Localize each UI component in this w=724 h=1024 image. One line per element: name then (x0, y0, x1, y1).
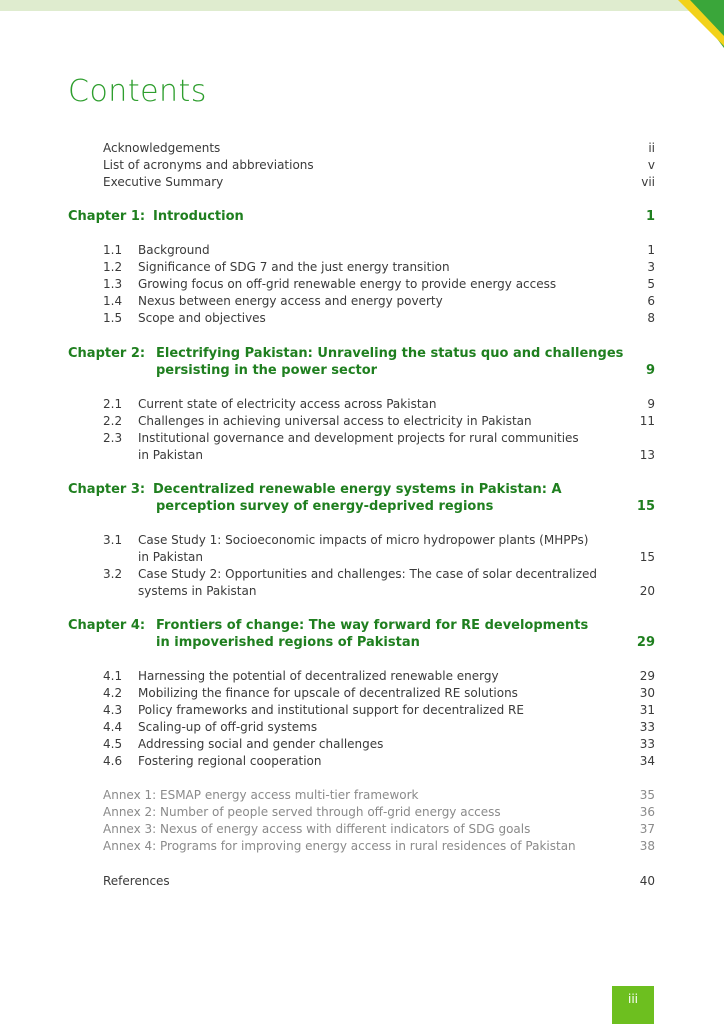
section-page: 31 (639, 703, 655, 717)
references-label: References (103, 874, 170, 888)
chapter-number: Chapter 3: (68, 482, 146, 497)
section-page: 33 (639, 737, 655, 751)
section-label: Current state of electricity access across Pakistan (138, 397, 437, 411)
section-number: 4.5 (103, 737, 123, 751)
chapter-page: 15 (636, 499, 655, 514)
section-number: 4.4 (103, 720, 123, 734)
section-page: 11 (639, 414, 655, 428)
chapter-page: 1 (645, 209, 655, 224)
section-page: 29 (639, 669, 655, 683)
entry-page: ii (648, 141, 655, 155)
annex-label: Annex 1: ESMAP energy access multi-tier framework (103, 788, 419, 802)
chapter-page: 29 (636, 635, 655, 650)
section-number: 3.2 (103, 567, 123, 581)
section-label: Scope and objectives (138, 311, 266, 325)
section-label: Background (138, 243, 210, 257)
chapter-number: Chapter 4: (68, 618, 146, 633)
annex-label: Annex 3: Nexus of energy access with different indicators of SDG goals (103, 822, 531, 836)
entry-label: Executive Summary (103, 175, 224, 189)
section-number: 3.1 (103, 533, 123, 547)
section-number: 1.3 (103, 277, 123, 291)
section-label: Significance of SDG 7 and the just energy transition (138, 260, 450, 274)
section-page: 33 (639, 720, 655, 734)
section-label: in Pakistan (138, 550, 204, 564)
annex-page: 38 (639, 839, 655, 853)
section-number: 1.2 (103, 260, 123, 274)
section-label: Nexus between energy access and energy poverty (138, 294, 443, 308)
section-page: 34 (639, 754, 655, 768)
section-number: 4.1 (103, 669, 123, 683)
section-label: Growing focus on off-grid renewable energy to provide energy access (138, 277, 557, 291)
annex-page: 35 (639, 788, 655, 802)
top-band (0, 0, 724, 11)
section-label: Case Study 1: Socioeconomic impacts of micro hydropower plants (MHPPs) (138, 533, 589, 547)
chapter-title: perception survey of energy-deprived regions (156, 499, 494, 514)
section-page: 9 (647, 397, 655, 411)
section-number: 1.4 (103, 294, 123, 308)
chapter-title: Introduction (153, 209, 244, 224)
section-label: systems in Pakistan (138, 584, 257, 598)
entry-page: v (647, 158, 655, 172)
section-label: Addressing social and gender challenges (138, 737, 384, 751)
section-number: 1.5 (103, 311, 123, 325)
chapter-page: 9 (645, 363, 655, 378)
chapter-number: Chapter 1: (68, 209, 146, 224)
section-page: 3 (647, 260, 655, 274)
section-number: 2.3 (103, 431, 123, 445)
section-page: 13 (639, 448, 655, 462)
chapter-title: Decentralized renewable energy systems in Pakistan: A (153, 482, 562, 497)
section-page: 6 (647, 294, 655, 308)
section-page: 8 (647, 311, 655, 325)
chapter-title: Frontiers of change: The way forward for RE developments (156, 618, 589, 633)
section-label: Policy frameworks and institutional support for decentralized RE (138, 703, 524, 717)
section-number: 1.1 (103, 243, 123, 257)
annex-label: Annex 2: Number of people served through off-grid energy access (103, 805, 501, 819)
section-number: 2.1 (103, 397, 123, 411)
entry-label: List of acronyms and abbreviations (103, 158, 314, 172)
section-label: Challenges in achieving universal access to electricity in Pakistan (138, 414, 532, 428)
section-number: 4.6 (103, 754, 123, 768)
entry-label: Acknowledgements (103, 141, 221, 155)
chapter-title: Electrifying Pakistan: Unraveling the status quo and challenges (156, 346, 624, 361)
section-label: Mobilizing the finance for upscale of decentralized RE solutions (138, 686, 518, 700)
section-label: Institutional governance and development projects for rural communities (138, 431, 579, 445)
section-label: Fostering regional cooperation (138, 754, 322, 768)
section-page: 15 (639, 550, 655, 564)
annex-page: 36 (639, 805, 655, 819)
section-number: 4.2 (103, 686, 123, 700)
references-page: 40 (639, 874, 655, 888)
annex-page: 37 (639, 822, 655, 836)
section-page: 1 (647, 243, 655, 257)
annex-label: Annex 4: Programs for improving energy access in rural residences of Pakistan (103, 839, 576, 853)
corner-stripe-graphic (664, 0, 724, 50)
section-page: 20 (639, 584, 655, 598)
chapter-title: in impoverished regions of Pakistan (156, 635, 420, 650)
chapter-number: Chapter 2: (68, 346, 146, 361)
section-page: 5 (647, 277, 655, 291)
section-number: 4.3 (103, 703, 123, 717)
page-number-badge: iii (612, 986, 654, 1024)
section-label: Case Study 2: Opportunities and challenges: The case of solar decentralized (138, 567, 598, 581)
section-number: 2.2 (103, 414, 123, 428)
section-label: in Pakistan (138, 448, 204, 462)
section-page: 30 (639, 686, 655, 700)
page-title: Contents (68, 74, 207, 109)
section-label: Scaling-up of off-grid systems (138, 720, 318, 734)
section-label: Harnessing the potential of decentralized renewable energy (138, 669, 499, 683)
entry-page: vii (641, 175, 655, 189)
chapter-title: persisting in the power sector (156, 363, 378, 378)
